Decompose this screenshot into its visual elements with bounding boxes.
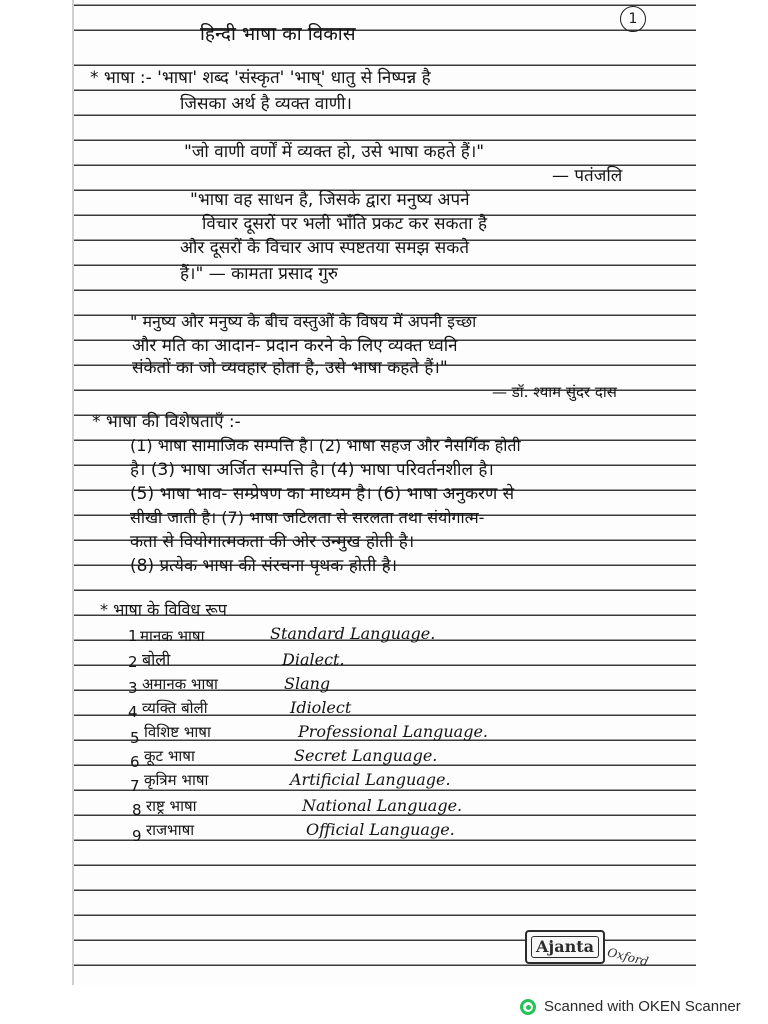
form-item-english: Slang [284, 674, 331, 693]
form-item-num: 5 [130, 729, 140, 747]
form-item-num: 1 [128, 627, 138, 645]
definition-line-2: जिसका अर्थ है व्यक्त वाणी। [180, 94, 352, 114]
scanner-watermark-text: Scanned with OKEN Scanner [544, 998, 741, 1015]
quote-kamta-line-2: विचार दूसरों पर भली भाँति प्रकट कर सकता है [202, 214, 488, 234]
features-line-4: सीखी जाती है। (7) भाषा जटिलता से सरलता तथा संयोगात्म- [130, 508, 485, 527]
form-item-english: Artificial Language. [290, 770, 451, 789]
quote-shyam-line-2: और मति का आदान- प्रदान करने के लिए व्यक्त ध्वनि [132, 336, 458, 356]
quote-patanjali-author: — पतंजलि [552, 166, 623, 186]
page-title: हिन्दी भाषा का विकास [200, 23, 356, 45]
form-item-num: 6 [130, 753, 140, 771]
form-item-hindi: व्यक्ति बोली [142, 699, 208, 717]
form-item-hindi: कृत्रिम भाषा [144, 771, 209, 789]
form-item-num: 2 [128, 653, 138, 671]
quote-kamta-line-1: "भाषा वह साधन है, जिसके द्वारा मनुष्य अपने [190, 190, 470, 210]
form-item-english: Secret Language. [294, 746, 438, 765]
form-item-hindi: विशिष्ट भाषा [144, 723, 211, 741]
features-line-6: (8) प्रत्येक भाषा की संरचना पृथक होती है। [130, 556, 398, 576]
form-item-hindi: मानक भाषा [140, 627, 205, 645]
form-item-hindi: राजभाषा [146, 821, 195, 839]
quote-shyam-author: — डॉ. श्याम सुंदर दास [492, 383, 617, 401]
form-item-num: 7 [130, 777, 140, 795]
form-item-english: Professional Language. [298, 722, 489, 741]
features-line-1: (1) भाषा सामाजिक सम्पत्ति है। (2) भाषा सहज और नैसर्गिक होती [130, 436, 521, 455]
form-item-hindi: राष्ट्र भाषा [146, 797, 197, 815]
features-heading: * भाषा की विशेषताएँ :- [92, 412, 241, 432]
features-line-2: है। (3) भाषा अर्जित सम्पत्ति है। (4) भाषा परिवर्तनशील है। [130, 460, 494, 480]
form-item-english: Standard Language. [270, 624, 436, 643]
quote-shyam-line-1: " मनुष्य और मनुष्य के बीच वस्तुओं के विषय में अपनी इच्छा [130, 312, 477, 331]
form-item-num: 9 [132, 827, 142, 845]
form-item-num: 4 [128, 703, 138, 721]
notebook-brand-logo [525, 930, 605, 964]
quote-patanjali-line-1: "जो वाणी वर्णों में व्यक्त हो, उसे भाषा कहते हैं।" [184, 142, 485, 162]
form-item-hindi: कूट भाषा [144, 747, 195, 765]
form-item-hindi: बोली [142, 650, 171, 669]
quote-kamta-line-3: और दूसरों के विचार आप स्पष्टतया समझ सकते [180, 238, 470, 258]
form-item-num: 3 [128, 679, 138, 697]
oken-scanner-logo-icon [520, 999, 536, 1015]
form-item-english: Idiolect [290, 698, 352, 717]
brand-sub-label: Oxford [605, 945, 650, 969]
features-line-3: (5) भाषा भाव- सम्प्रेषण का माध्यम है। (6) भाषा अनुकरण से [130, 484, 515, 504]
form-item-english: National Language. [302, 796, 463, 815]
quote-kamta-line-4: हैं।" — कामता प्रसाद गुरु [180, 264, 338, 284]
notebook-page [72, 0, 696, 985]
forms-heading: * भाषा के विविध रूप [100, 600, 227, 619]
form-item-num: 8 [132, 801, 142, 819]
page-number: 1 [620, 6, 646, 32]
definition-line-1: * भाषा :- 'भाषा' शब्द 'संस्कृत' 'भाष्' धातु से निष्पन्न है [90, 68, 431, 88]
brand-logo-text: Ajanta [531, 936, 599, 958]
features-line-5: कता से वियोगात्मकता की ओर उन्मुख होती है। [130, 532, 415, 552]
form-item-english: Official Language. [306, 820, 455, 839]
form-item-hindi: अमानक भाषा [142, 675, 218, 693]
scanner-footer [0, 985, 768, 1024]
form-item-english: Dialect. [282, 650, 345, 669]
quote-shyam-line-3: संकेतों का जो व्यवहार होता है, उसे भाषा कहते हैं।" [132, 358, 448, 378]
